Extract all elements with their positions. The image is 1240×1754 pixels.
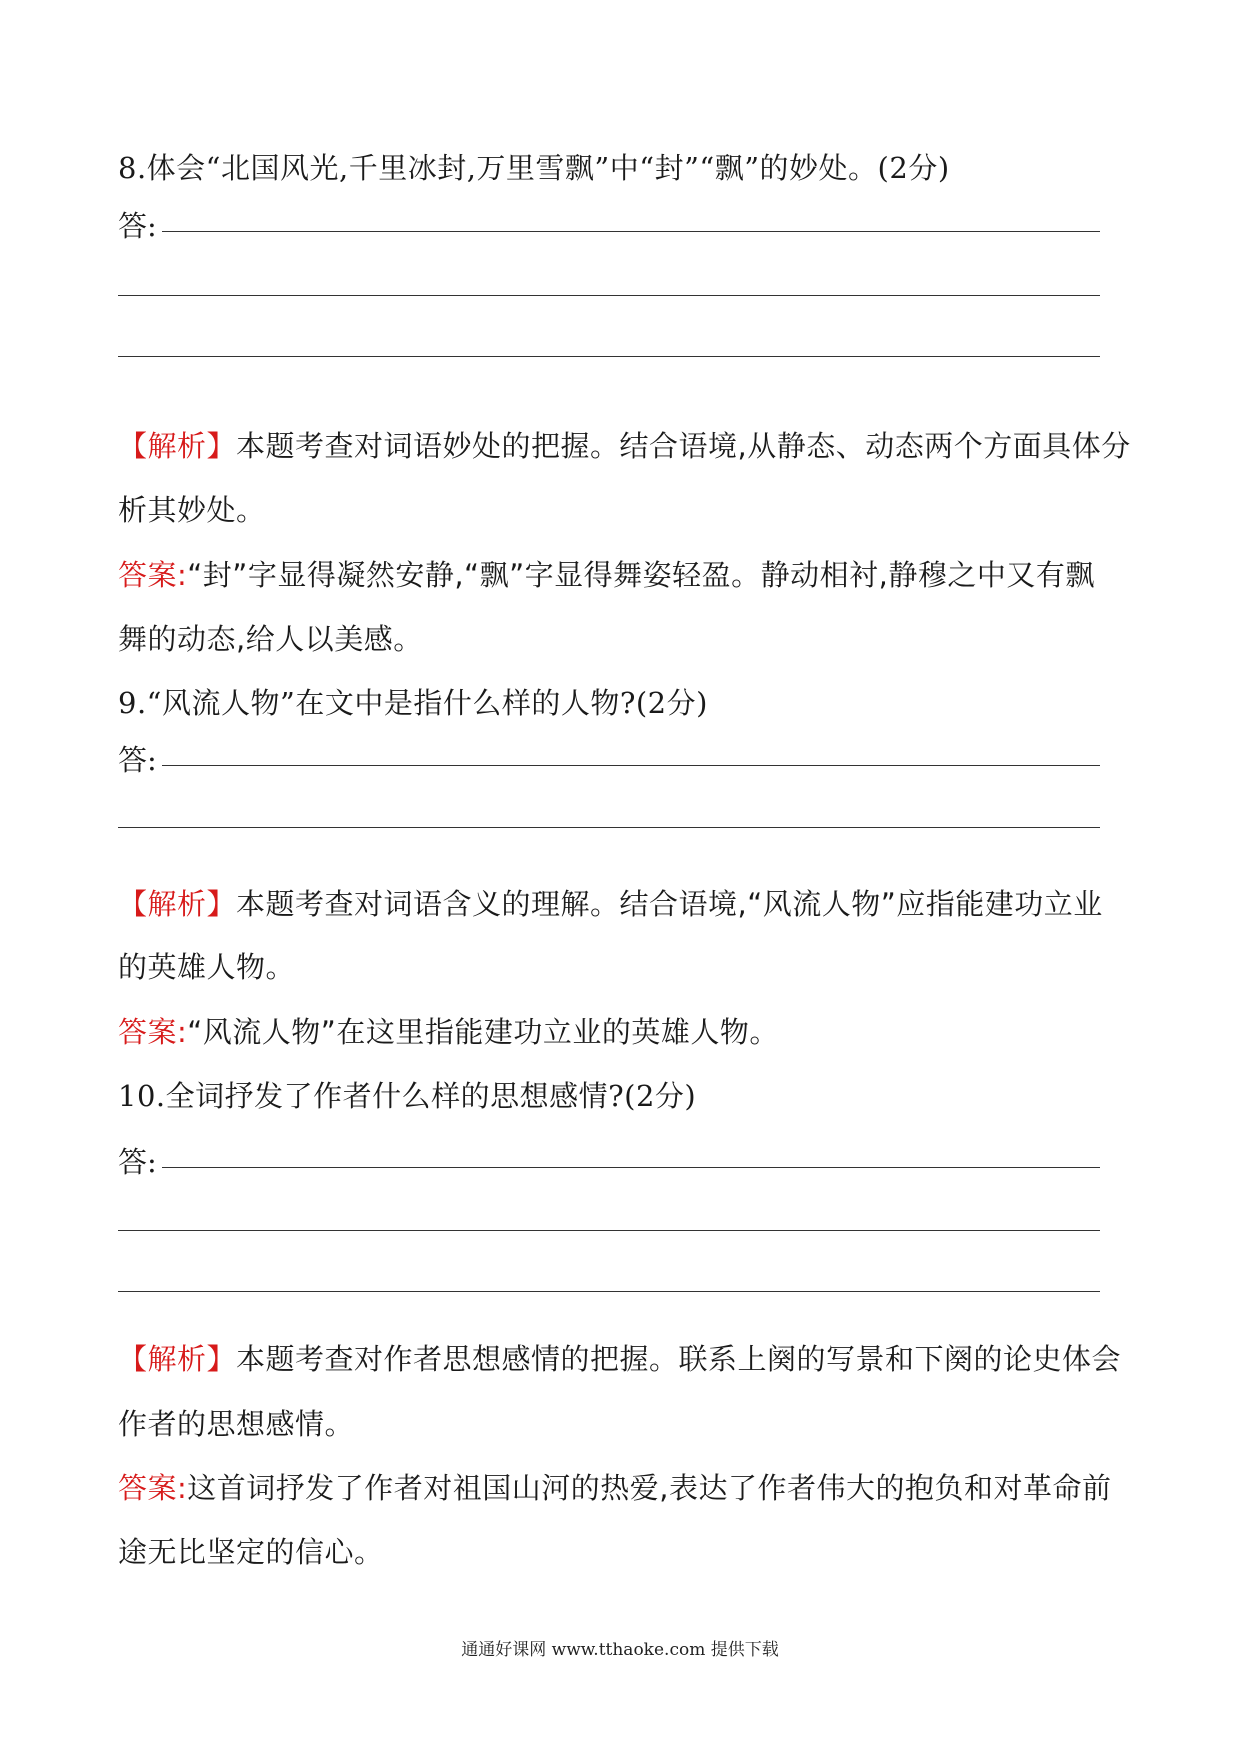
question-8: 8.体会“北国风光,千里冰封,万里雪飘”中“封”“飘”的妙处。(2分) bbox=[118, 151, 950, 185]
answer-key-8-line2: 舞的动态,给人以美感。 bbox=[118, 622, 423, 656]
analysis-tag: 【解析】 bbox=[118, 887, 237, 921]
answer-key-8-line1: 答案:“封”字显得凝然安静,“飘”字显得舞姿轻盈。静动相衬,静穆之中又有飘 bbox=[118, 558, 1095, 592]
answer-line-10-2[interactable] bbox=[118, 1203, 1100, 1233]
answer-line-9-2[interactable] bbox=[118, 800, 1100, 830]
analysis-8-line2: 析其妙处。 bbox=[118, 493, 266, 527]
answer-underline bbox=[162, 765, 1100, 766]
answer-line-10-1[interactable] bbox=[118, 1140, 1100, 1179]
answer-line-10-3[interactable] bbox=[118, 1264, 1100, 1294]
analysis-10-line2: 作者的思想感情。 bbox=[118, 1407, 355, 1441]
answer-underline bbox=[118, 356, 1100, 357]
answer-underline bbox=[162, 231, 1100, 232]
answer-underline bbox=[118, 1230, 1100, 1231]
answer-underline bbox=[118, 827, 1100, 828]
answer-label: 答: bbox=[118, 209, 157, 243]
question-10: 10.全词抒发了作者什么样的思想感情?(2分) bbox=[118, 1079, 697, 1113]
answer-line-8-2[interactable] bbox=[118, 268, 1100, 298]
answer-underline bbox=[162, 1167, 1100, 1168]
analysis-9-line1: 【解析】本题考查对词语含义的理解。结合语境,“风流人物”应指能建功立业 bbox=[118, 887, 1103, 921]
analysis-8-line1: 【解析】本题考查对词语妙处的把握。结合语境,从静态、动态两个方面具体分 bbox=[118, 429, 1131, 463]
answer-line-8-3[interactable] bbox=[118, 329, 1100, 359]
analysis-tag: 【解析】 bbox=[118, 429, 237, 463]
answer-key-tag: 答案: bbox=[118, 1471, 188, 1505]
analysis-10-line1: 【解析】本题考查对作者思想感情的把握。联系上阕的写景和下阕的论史体会 bbox=[118, 1342, 1122, 1376]
answer-underline bbox=[118, 1291, 1100, 1292]
answer-label: 答: bbox=[118, 743, 157, 777]
page-footer: 通通好课网 www.tthaoke.com 提供下载 bbox=[461, 1640, 779, 1660]
answer-label: 答: bbox=[118, 1145, 157, 1179]
answer-line-8-1[interactable] bbox=[118, 204, 1100, 243]
answer-line-9-1[interactable] bbox=[118, 738, 1100, 777]
answer-key-tag: 答案: bbox=[118, 558, 188, 592]
answer-key-9-line1: 答案:“风流人物”在这里指能建功立业的英雄人物。 bbox=[118, 1015, 779, 1049]
answer-key-10-line2: 途无比坚定的信心。 bbox=[118, 1535, 384, 1569]
answer-key-tag: 答案: bbox=[118, 1015, 188, 1049]
answer-key-10-line1: 答案:这首词抒发了作者对祖国山河的热爱,表达了作者伟大的抱负和对革命前 bbox=[118, 1471, 1112, 1505]
analysis-9-line2: 的英雄人物。 bbox=[118, 950, 296, 984]
question-9: 9.“风流人物”在文中是指什么样的人物?(2分) bbox=[118, 686, 708, 720]
answer-underline bbox=[118, 295, 1100, 296]
analysis-tag: 【解析】 bbox=[118, 1342, 237, 1376]
